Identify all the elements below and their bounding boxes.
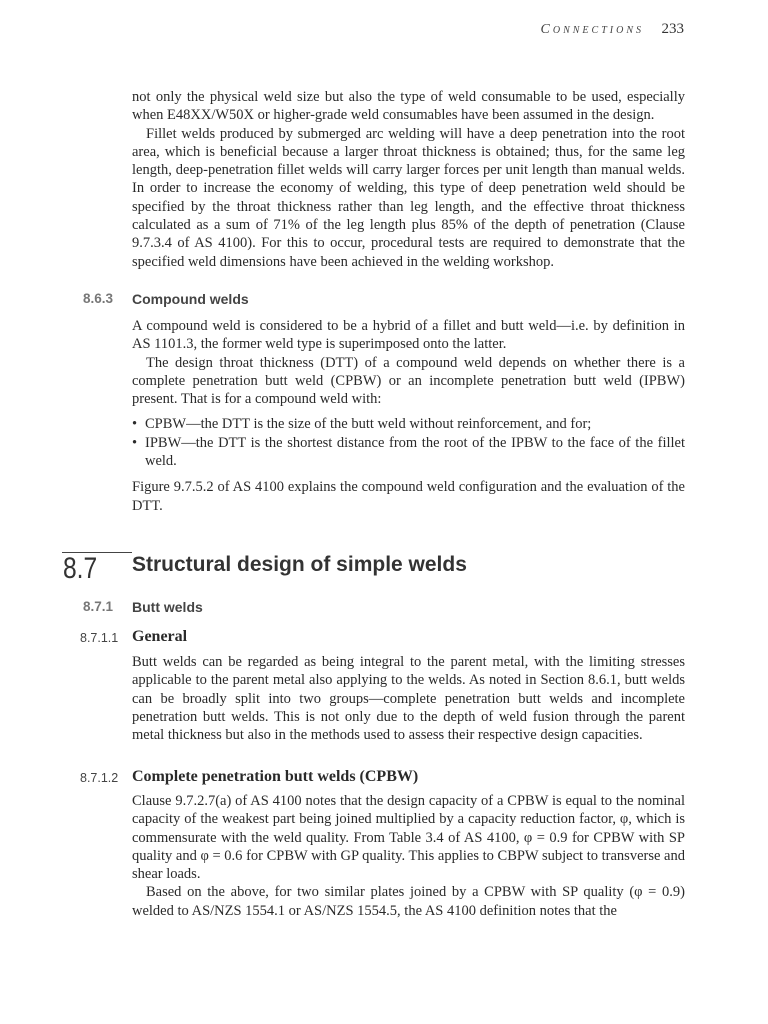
section-number: 8.6.3 [83,291,114,306]
paragraph: Clause 9.7.2.7(a) of AS 4100 notes that the design capacity of a CPBW is equal to the nominal capacity of the weakest part being joined multiplied by a capacity reduction factor, φ, which is commensurate with the weld quality. From Table 3.4 of AS 4100, φ = 0.9 for CPBW with SP quality and φ = 0.6 for CPBW with GP quality. This applies to CBPW subject to transverse and shear loads. [132,793,685,883]
subsection-number: 8.7.1.1 [80,631,119,645]
paragraph: Butt welds can be regarded as being integral to the parent metal, with the limiting stresses applicable to the parent metal also applying to the welds. As noted in Section 8.6.1, butt welds can be broadly split into two groups—complete penetration butt welds and incomplete penetration butt welds. This is not only due to the depth of weld fusion through the parent metal thickness but also in the methods used to assess their respective design capacities. [132,654,685,744]
section-title: Compound welds [132,291,249,307]
list-item: • IPBW—the DTT is the shortest distance from the root of the IPBW to the face of the fillet weld. [132,434,685,471]
bullet-list [132,415,685,470]
chapter-section-number: 8.7 [63,552,98,585]
paragraph: Figure 9.7.5.2 of AS 4100 explains the compound weld configuration and the evaluation of the DTT. [132,479,685,514]
running-title: Connections [540,22,644,37]
paragraph: not only the physical weld size but also the type of weld consumable to be used, especially when E48XX/W50X or higher-grade weld consumables have been assumed in the design. [132,89,685,124]
intro-text [132,88,685,271]
paragraph: The design throat thickness (DTT) of a compound weld depends on whether there is a complete penetration butt weld (CPBW) or an incomplete penetration butt weld (IPBW) present. That is for a compound weld with: [132,354,685,408]
subsection-number: 8.7.1.2 [80,771,119,785]
section-title: Butt welds [132,599,203,615]
page-number: 233 [661,21,684,37]
section-text [132,317,685,515]
paragraph: A compound weld is considered to be a hybrid of a fillet and butt weld—i.e. by definition in AS 1101.3, the former weld type is superimposed onto the latter. [132,318,685,353]
subsection-title: Complete penetration butt welds (CPBW) [132,768,419,785]
running-head [541,22,644,38]
list-item: • CPBW—the DTT is the size of the butt weld without reinforcement, and for; [132,415,685,433]
paragraph: Fillet welds produced by submerged arc welding will have a deep penetration into the root area, which is beneficial because a larger throat thickness is obtained; thus, for the same leg length, deep-penetration fillet welds will carry larger forces per unit length than manual welds. In order to increase the economy of welding, this type of deep penetration weld should be specified by the throat thickness rather than leg length, and the effective throat thickness calculated as a sum of 71% of the leg length plus 85% of the depth of penetration (Clause 9.7.3.4 of AS 4100). For this to occur, procedural tests are required to demonstrate that the specified weld dimensions have been achieved in the welding workshop. [132,125,685,270]
subsection-text [132,653,685,744]
section-number: 8.7.1 [83,599,114,614]
paragraph: Based on the above, for two similar plates joined by a CPBW with SP quality (φ = 0.9) welded to AS/NZS 1554.1 or AS/NZS 1554.5, the AS 4100 definition notes that the [132,884,685,919]
subsection-title: General [132,628,188,645]
subsection-text [132,792,685,920]
chapter-section-title: Structural design of simple welds [132,553,467,576]
